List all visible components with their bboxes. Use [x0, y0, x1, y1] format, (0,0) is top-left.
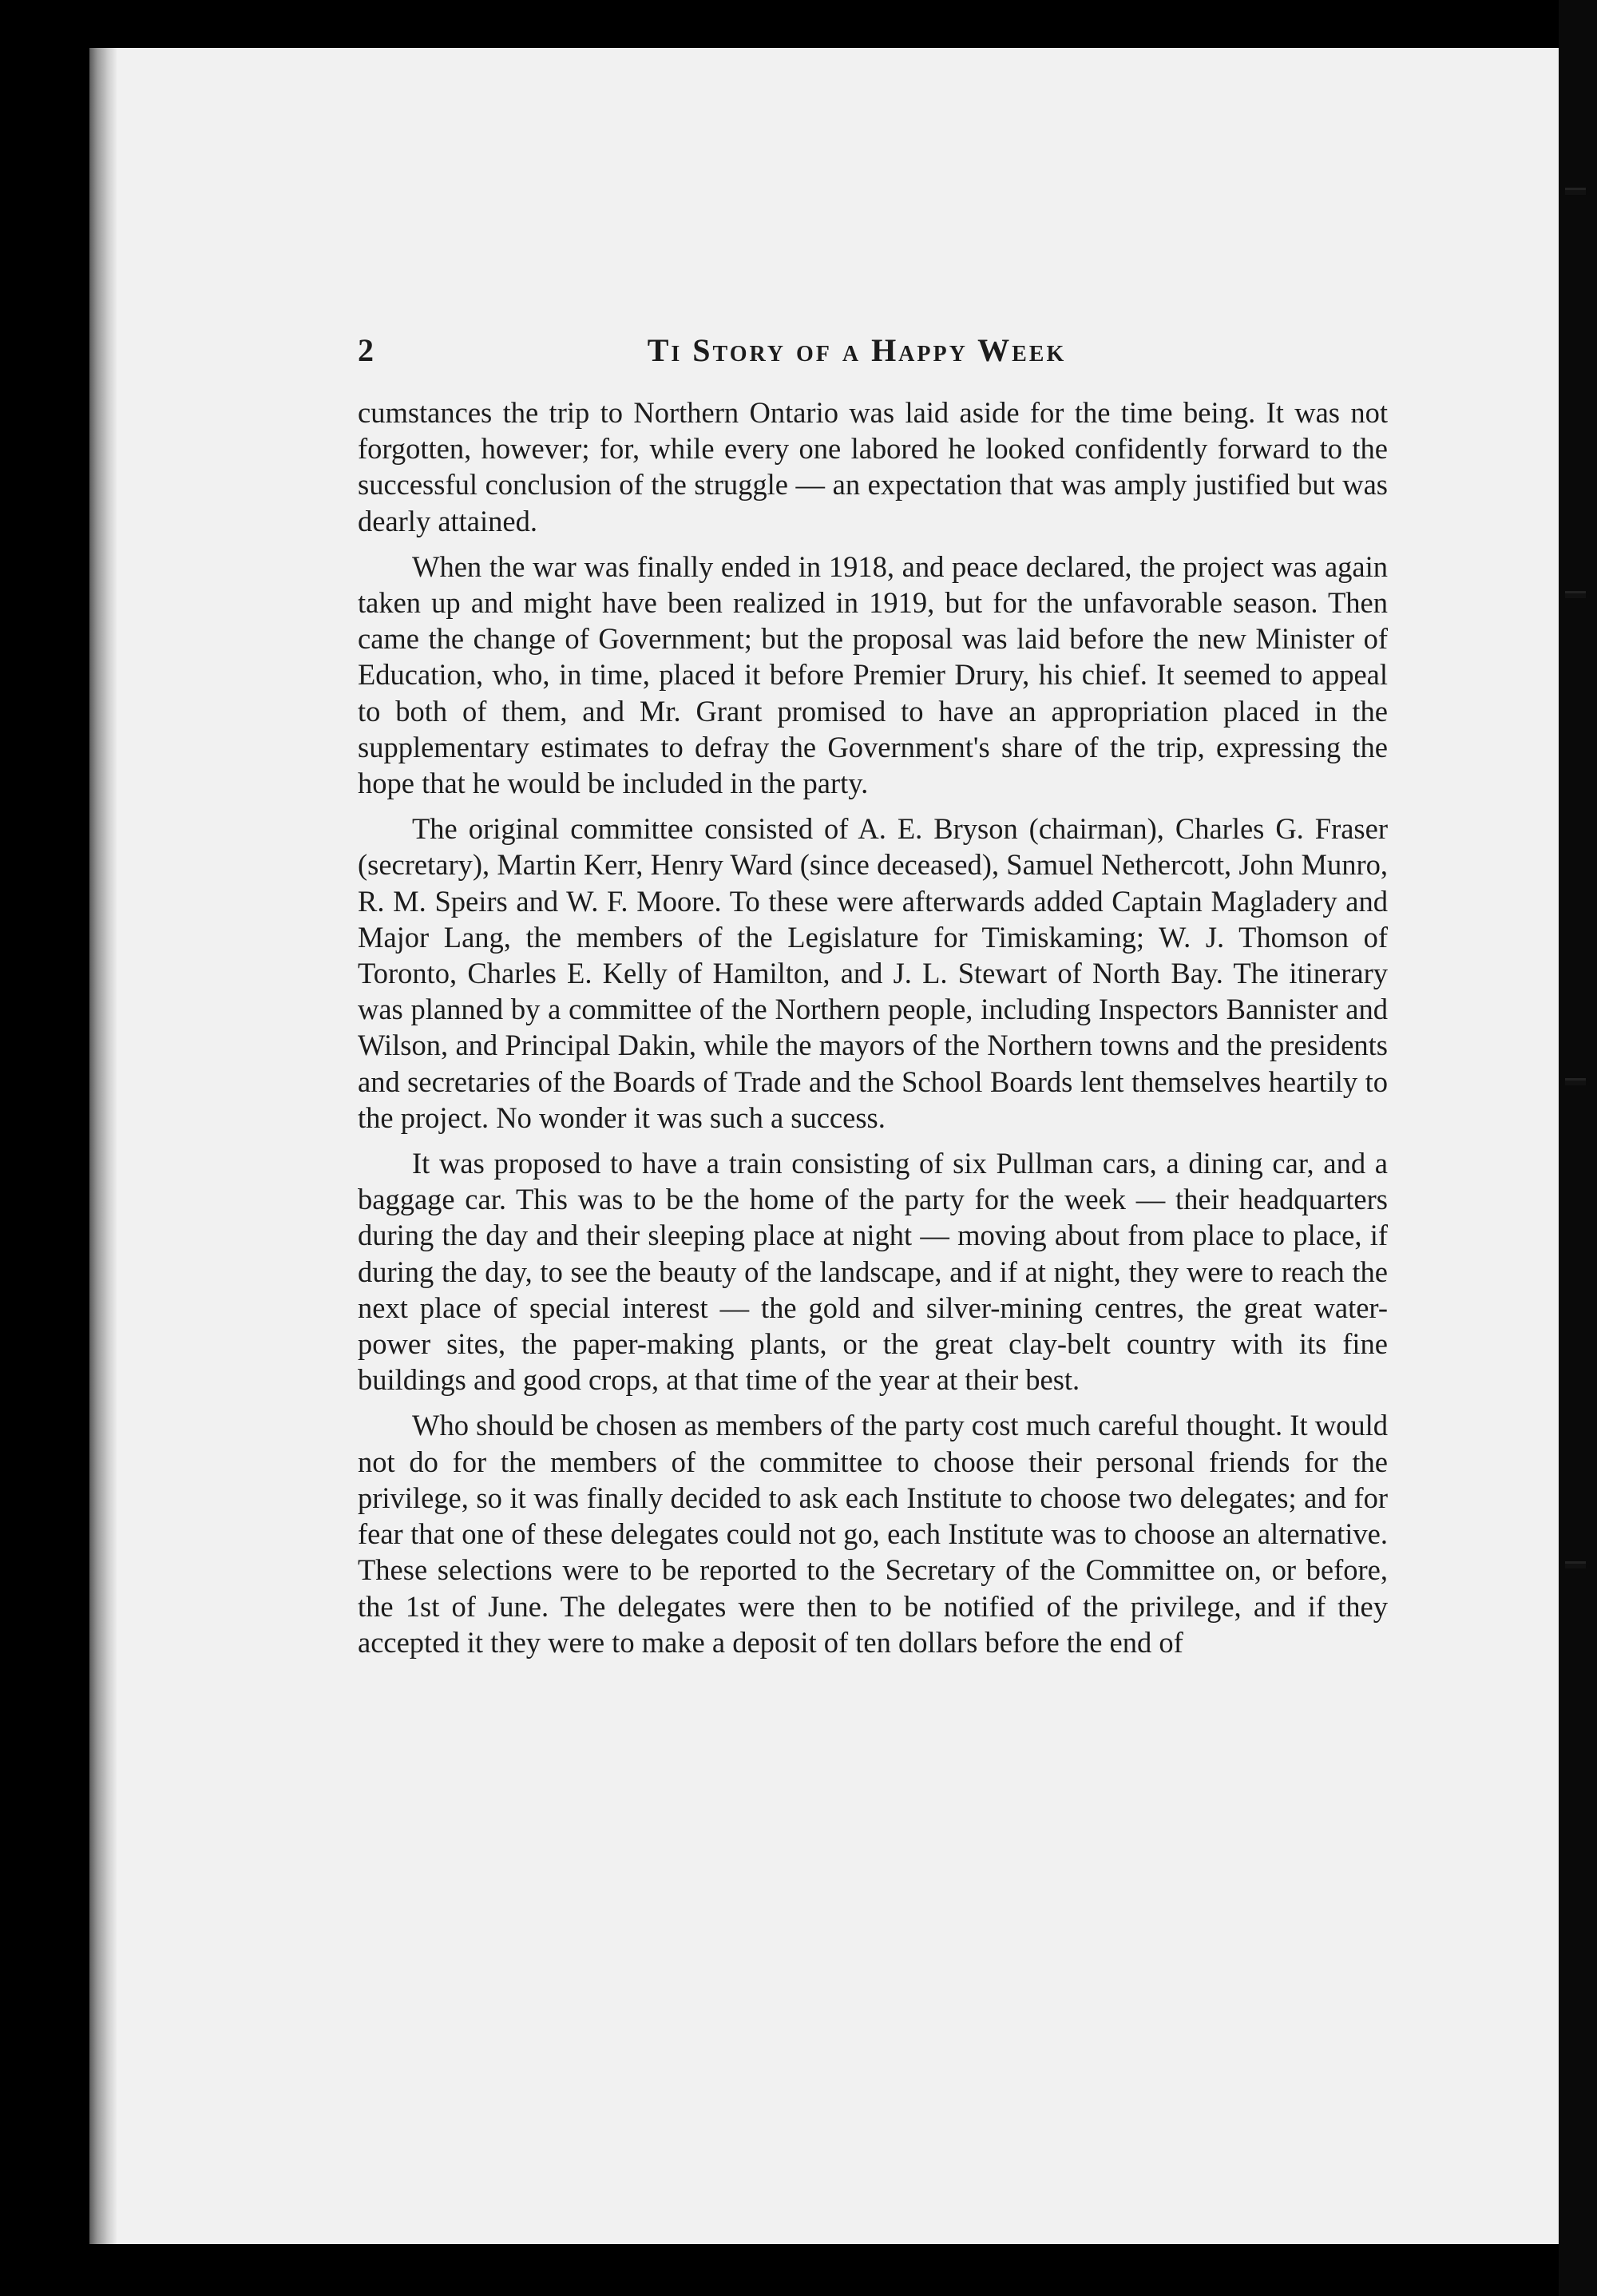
page-text: [358, 331, 1388, 1670]
paragraph: Who should be chosen as members of the party cost much careful thought. It would not do for the members of the committee to choose their personal friends for the privilege, so it was finally decided to ask each Institute to choose two delegates; and for fear that one of these delegates could not go, each Institute was to choose an alternative. These selections were to be reported to the Secretary of the Committee on, or before, the 1st of June. The delegates were then to be notified of the privilege, and if they accepted it they were to make a deposit of ten dollars before the end of: [358, 1409, 1388, 1659]
border-mark: [1565, 188, 1586, 195]
page-number: 2: [358, 332, 374, 368]
scan-right-border: [1559, 0, 1597, 2296]
border-mark: [1565, 1561, 1586, 1568]
paragraph: The original committee consisted of A. E. Bryson (chairman), Charles G. Fraser (secretary), Martin Kerr, Henry Ward (since deceased), Samuel Nethercott, John Munro, R. M. Speirs and W. F. Moore. To these were afterwards added Captain Magladery and Major Lang, the members of the Legislature for Timiskaming; W. J. Thomson of Toronto, Charles E. Kelly of Hamilton, and J. L. Stewart of North Bay. The itinerary was planned by a committee of the Northern people, including Inspectors Bannister and Wilson, and Principal Dakin, while the mayors of the Northern towns and the presidents and secretaries of the Boards of Trade and the School Boards lent themselves heartily to the project. No wonder it was such a success.: [358, 812, 1388, 1134]
page-binding-edge: [89, 48, 117, 2244]
paragraph: It was proposed to have a train consisting of six Pullman cars, a dining car, and a baggage car. This was to be the home of the party for the week — their headquarters during the day and their sleeping place at night — moving about from place to place, if during the day, to see the beauty of the landscape, and if at night, they were to reach the next place of special interest — the gold and silver-mining centres, the great water-power sites, the paper-making plants, or the great clay-belt country with its fine buildings and good crops, at that time of the year at their best.: [358, 1147, 1388, 1397]
border-mark: [1565, 1078, 1586, 1085]
paragraph: cumstances the trip to Northern Ontario was laid aside for the time being. It was not forgotten, however; for, while every one labored he looked confidently forward to the successful conclusion of the struggle — an expectation that was amply justified but was dearly attained.: [358, 396, 1388, 537]
page-header: [358, 331, 1388, 369]
running-head: Tı Story of a Happy Week: [647, 332, 1067, 368]
paragraph: When the war was finally ended in 1918, and peace declared, the project was again taken up and might have been realized in 1919, but for the unfavorable season. Then came the change of Government; but the proposal was laid before the new Minister of Education, who, in time, placed it before Premier Drury, his chief. It seemed to appeal to both of them, and Mr. Grant promised to have an appropriation placed in the supplementary estimates to defray the Government's share of the trip, expressing the hope that he would be included in the party.: [358, 549, 1388, 800]
border-mark: [1565, 591, 1586, 598]
